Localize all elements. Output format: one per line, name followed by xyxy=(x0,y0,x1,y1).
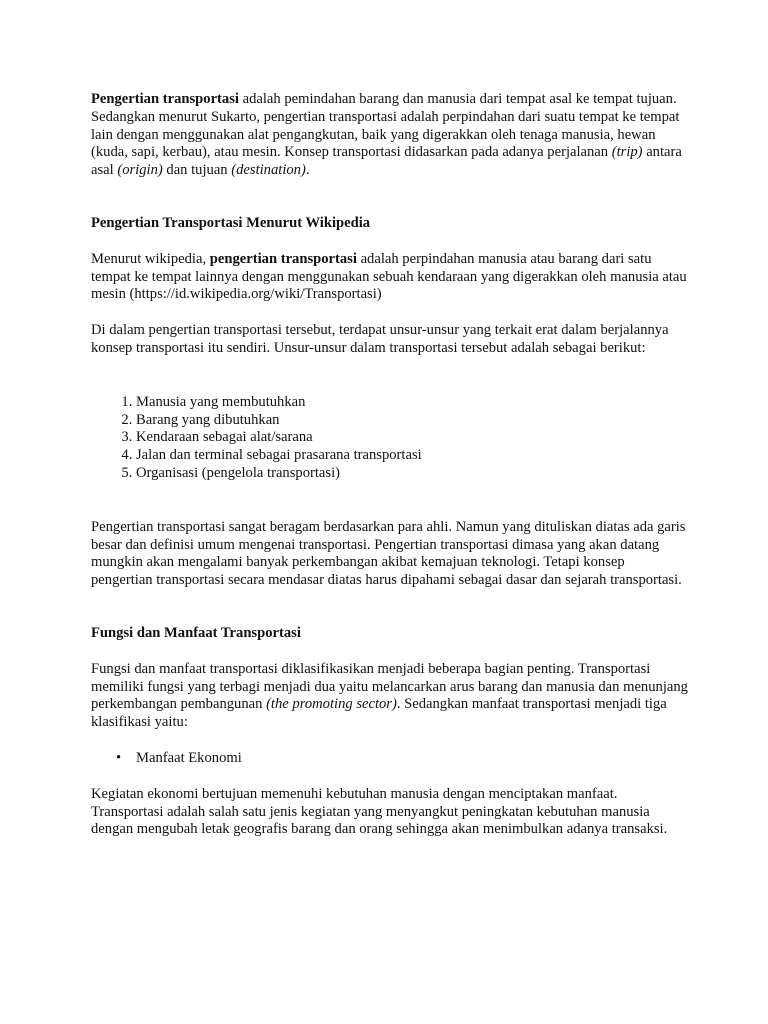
list-item: 4. Jalan dan terminal sebagai prasarana transportasi xyxy=(136,447,688,465)
list-item: 5. Organisasi (pengelola transportasi) xyxy=(136,465,688,483)
fungsi-p1-text-2: . Sedangkan manfaat transportasi menjadi tiga klasifikasi yaitu: xyxy=(91,696,667,731)
intro-trip-italic: (trip) xyxy=(611,144,643,161)
intro-destination-italic: (destination) xyxy=(231,162,306,179)
list-item: 2. Barang yang dibutuhkan xyxy=(136,412,688,430)
wikipedia-paragraph-1 xyxy=(91,251,688,304)
intro-text-4: . xyxy=(305,162,310,179)
fungsi-p1-text-1: Fungsi dan manfaat transportasi diklasifikasikan menjadi beberapa bagian penting. Transportasi memiliki fungsi yang terbagi menjadi dua yaitu melancarkan arus barang dan manusia dan menunjang perkembangan pembangunan xyxy=(91,660,688,713)
heading-fungsi: Fungsi dan Manfaat Transportasi xyxy=(91,624,301,641)
fungsi-paragraph-1 xyxy=(91,661,688,732)
benefits-list xyxy=(91,750,688,768)
fungsi-paragraph-2: Kegiatan ekonomi bertujuan memenuhi kebutuhan manusia dengan menciptakan manfaat. Transportasi adalah salah satu jenis kegiatan yang menyangkut peningkatan kebutuhan manusia dengan mengubah letak geografis barang dan orang sehingga akan menimbulkan adanya transaksi. xyxy=(91,785,668,838)
wikipedia-p1-bold: pengertian transportasi xyxy=(209,250,357,267)
bullet-icon: • xyxy=(116,749,122,766)
intro-text-2: antara asal xyxy=(91,144,682,179)
intro-text-1: adalah pemindahan barang dan manusia dari tempat asal ke tempat tujuan. Sedangkan menurut Sukarto, pengertian transportasi adalah perpindahan dari suatu tempat ke tempat lain dengan menggunakan alat pengangkutan, baik yang digerakkan oleh tenaga manusia, hewan (kuda, sapi, kerbau), atau mesin. Konsep transportasi didasarkan pada adanya perjalanan xyxy=(91,91,680,161)
wikipedia-p1-text-1: Menurut wikipedia, xyxy=(91,250,210,267)
heading-wikipedia: Pengertian Transportasi Menurut Wikipedia xyxy=(91,214,371,231)
list-item: 1. Manusia yang membutuhkan xyxy=(136,394,688,412)
intro-paragraph xyxy=(91,91,688,180)
wikipedia-paragraph-3: Pengertian transportasi sangat beragam berdasarkan para ahli. Namun yang dituliskan diatas ada garis besar dan definisi umum mengenai transportasi. Pengertian transportasi dimasa yang akan datang mungkin akan mengalami banyak perkembangan akibat kemajuan teknologi. Tetapi konsep pengertian transportasi secara mendasar diatas harus dipahami sebagai dasar dan sejarah transportasi. xyxy=(91,518,686,589)
intro-origin-italic: (origin) xyxy=(117,162,163,179)
fungsi-p1-italic: (the promoting sector) xyxy=(266,696,397,713)
elements-list xyxy=(91,394,688,483)
intro-text-3: dan tujuan xyxy=(162,162,232,179)
list-item: 3. Kendaraan sebagai alat/sarana xyxy=(136,429,688,447)
bullet-item-label: Manfaat Ekonomi xyxy=(136,749,242,766)
list-item xyxy=(116,749,688,768)
wikipedia-paragraph-2: Di dalam pengertian transportasi tersebut, terdapat unsur-unsur yang terkait erat dalam berjalannya konsep transportasi itu sendiri. Unsur-unsur dalam transportasi tersebut adalah sebagai berikut: xyxy=(91,322,669,356)
intro-term-bold: Pengertian transportasi xyxy=(91,91,239,107)
wikipedia-p1-text-2: adalah perpindahan manusia atau barang dari satu tempat ke tempat lainnya dengan menggunakan sebuah kendaraan yang digerakkan oleh manusia atau mesin (https://id.wikipedia.org/wiki/Transportasi) xyxy=(91,250,687,303)
